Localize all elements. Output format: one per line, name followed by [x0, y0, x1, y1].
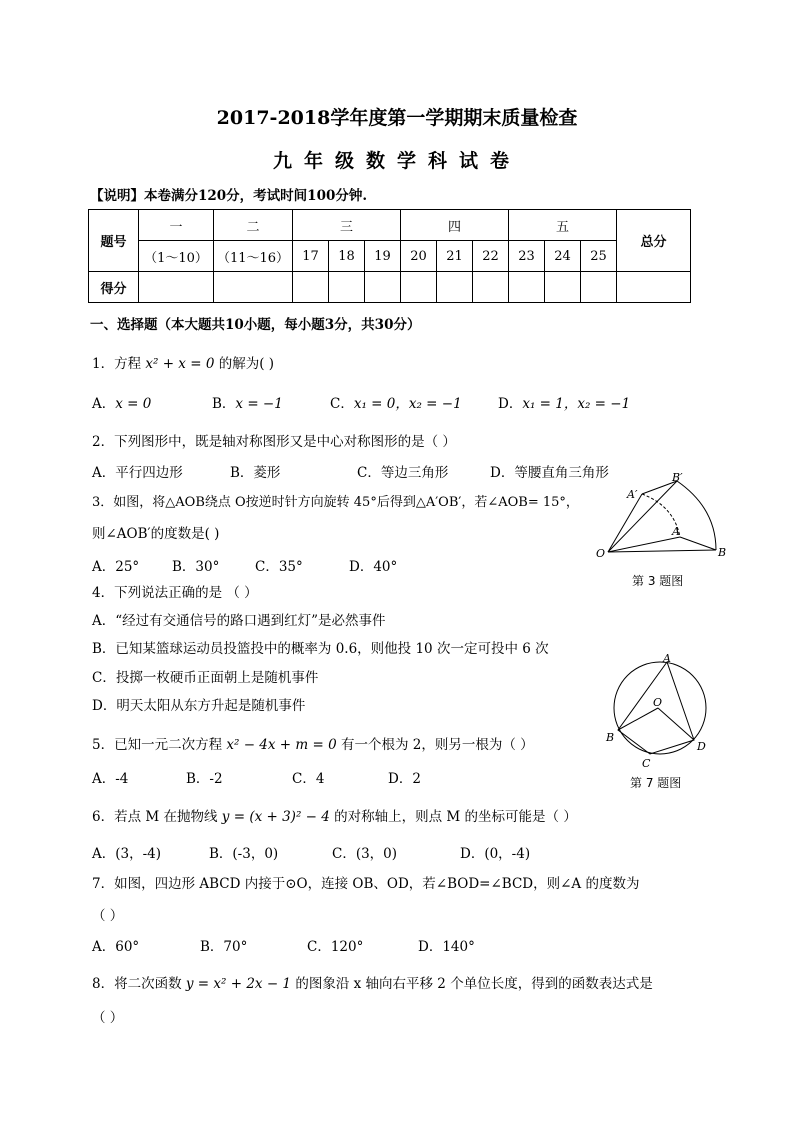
segment-oa	[608, 537, 680, 552]
option-c[interactable]: C．35°	[255, 559, 303, 575]
group-header: 一	[139, 210, 214, 241]
option-d[interactable]: D．2	[388, 771, 421, 787]
segment-ob-prime	[608, 481, 677, 552]
question-2: 2．下列图形中，既是轴对称图形又是中心对称图形的是（ ）	[92, 434, 456, 450]
q1-equation: x² + x = 0	[145, 356, 215, 372]
score-cell[interactable]	[473, 272, 509, 303]
subcol-header: 21	[437, 241, 473, 272]
score-cell[interactable]	[617, 272, 691, 303]
label-b-prime: B′	[672, 472, 683, 484]
option-c[interactable]: C．4	[292, 771, 325, 787]
exam-subtitle: 九年级数学科试卷	[272, 150, 521, 172]
label-b: B	[606, 731, 615, 744]
row-label-question: 题号	[89, 210, 139, 272]
option-a[interactable]: A．60°	[92, 939, 140, 955]
option-a[interactable]: A．(3，-4)	[92, 846, 162, 862]
subcol-header: （1～10）	[139, 241, 214, 272]
exam-title: 2017-2018学年度第一学期期末质量检查	[216, 107, 578, 129]
group-header: 二	[214, 210, 293, 241]
subcol-header: （11～16）	[214, 241, 293, 272]
score-cell[interactable]	[293, 272, 329, 303]
option-b[interactable]: B．(-3，0)	[209, 846, 279, 862]
group-header: 四	[401, 210, 509, 241]
option-d[interactable]: D．x₁ = 1，x₂ = −1	[498, 396, 631, 412]
label-a: A	[672, 525, 680, 538]
segment-oa-prime	[608, 494, 642, 552]
subcol-header: 24	[545, 241, 581, 272]
option-b[interactable]: B．x = −1	[212, 396, 283, 412]
label-o: O	[596, 547, 606, 560]
option-a[interactable]: A．25°	[92, 559, 140, 575]
score-cell[interactable]	[214, 272, 293, 303]
section-title: 一、选择题（本大题共10小题，每小题3分，共30分）	[90, 317, 421, 333]
subcol-header: 22	[473, 241, 509, 272]
question-7-paren: （ ）	[92, 908, 124, 924]
option-d[interactable]: D．明天太阳从东方升起是随机事件	[92, 698, 306, 714]
total-label: 总分	[617, 210, 691, 272]
option-c[interactable]: C．x₁ = 0，x₂ = −1	[330, 396, 462, 412]
figure-3-caption: 第 3 题图	[632, 574, 684, 588]
q6-equation: y = (x + 3)² − 4	[221, 809, 330, 825]
segment-ab	[680, 537, 716, 550]
label-b: B	[718, 546, 727, 559]
option-a[interactable]: A．-4	[92, 771, 129, 787]
question-6: 6．若点 M 在抛物线 y = (x + 3)² − 4 的对称轴上，则点 M 的坐标可能是（ ）	[92, 809, 577, 825]
score-cell[interactable]	[545, 272, 581, 303]
subcol-header: 19	[365, 241, 401, 272]
row-label-score: 得分	[89, 272, 139, 303]
option-a[interactable]: A．x = 0	[92, 396, 152, 412]
figure-7	[600, 650, 720, 774]
option-c[interactable]: C．投掷一枚硬币正面朝上是随机事件	[92, 670, 319, 686]
option-a[interactable]: A．平行四边形	[92, 465, 183, 481]
score-cell[interactable]	[581, 272, 617, 303]
score-cell[interactable]	[329, 272, 365, 303]
group-header: 三	[293, 210, 401, 241]
option-b[interactable]: B．已知某篮球运动员投篮投中的概率为 0.6，则他投 10 次一定可投中 6 次	[92, 641, 549, 657]
label-o: O	[653, 696, 663, 709]
option-c[interactable]: C．120°	[307, 939, 364, 955]
arc-b	[677, 481, 716, 550]
question-3: 3．如图，将△AOB绕点 O按逆时针方向旋转 45°后得到△A′OB′，若∠AOB= 15°，	[92, 495, 579, 510]
option-c[interactable]: C．(3，0)	[332, 846, 398, 862]
question-4: 4．下列说法正确的是 （ ）	[92, 585, 258, 601]
option-c[interactable]: C．等边三角形	[357, 465, 449, 481]
label-a-prime: A′	[627, 488, 638, 501]
option-d[interactable]: D．(0，-4)	[460, 846, 531, 862]
q5-equation: x² − 4x + m = 0	[226, 737, 337, 753]
segment-ob	[608, 550, 716, 552]
option-a[interactable]: A．“经过有交通信号的路口遇到红灯”是必然事件	[92, 613, 386, 629]
option-b[interactable]: B．-2	[186, 771, 223, 787]
score-cell[interactable]	[365, 272, 401, 303]
exam-note: 【说明】本卷满分120分，考试时间100分钟.	[90, 188, 368, 204]
group-header: 五	[509, 210, 617, 241]
figure-3	[592, 472, 732, 568]
figure-7-caption: 第 7 题图	[630, 776, 682, 790]
option-d[interactable]: D．等腰直角三角形	[490, 465, 609, 481]
score-table	[88, 209, 691, 303]
segment-ob	[618, 708, 658, 730]
label-a: A	[663, 652, 671, 665]
label-c: C	[642, 757, 651, 770]
score-cell[interactable]	[509, 272, 545, 303]
score-cell[interactable]	[437, 272, 473, 303]
question-3-line2: 则∠AOB′的度数是( )	[92, 526, 220, 542]
subcol-header: 18	[329, 241, 365, 272]
option-b[interactable]: B．菱形	[230, 465, 281, 481]
subcol-header: 25	[581, 241, 617, 272]
subcol-header: 23	[509, 241, 545, 272]
question-1: 1．方程 x² + x = 0 的解为( )	[92, 356, 275, 372]
question-5: 5．已知一元二次方程 x² − 4x + m = 0 有一个根为 2，则另一根为（ ）	[92, 737, 534, 753]
option-d[interactable]: D．40°	[349, 559, 398, 575]
question-8-paren: （ ）	[92, 1010, 124, 1026]
option-b[interactable]: B．30°	[172, 559, 220, 575]
option-b[interactable]: B．70°	[200, 939, 248, 955]
q8-equation: y = x² + 2x − 1	[185, 976, 292, 992]
label-d: D	[697, 740, 706, 753]
option-d[interactable]: D．140°	[418, 939, 475, 955]
score-cell[interactable]	[139, 272, 214, 303]
subcol-header: 20	[401, 241, 437, 272]
score-cell[interactable]	[401, 272, 437, 303]
question-7: 7．如图，四边形 ABCD 内接于⊙O，连接 OB、OD，若∠BOD=∠BCD，则∠A 的度数为	[92, 876, 640, 892]
question-8: 8．将二次函数 y = x² + 2x − 1 的图象沿 x 轴向右平移 2 个单位长度，得到的函数表达式是	[92, 976, 653, 992]
subcol-header: 17	[293, 241, 329, 272]
